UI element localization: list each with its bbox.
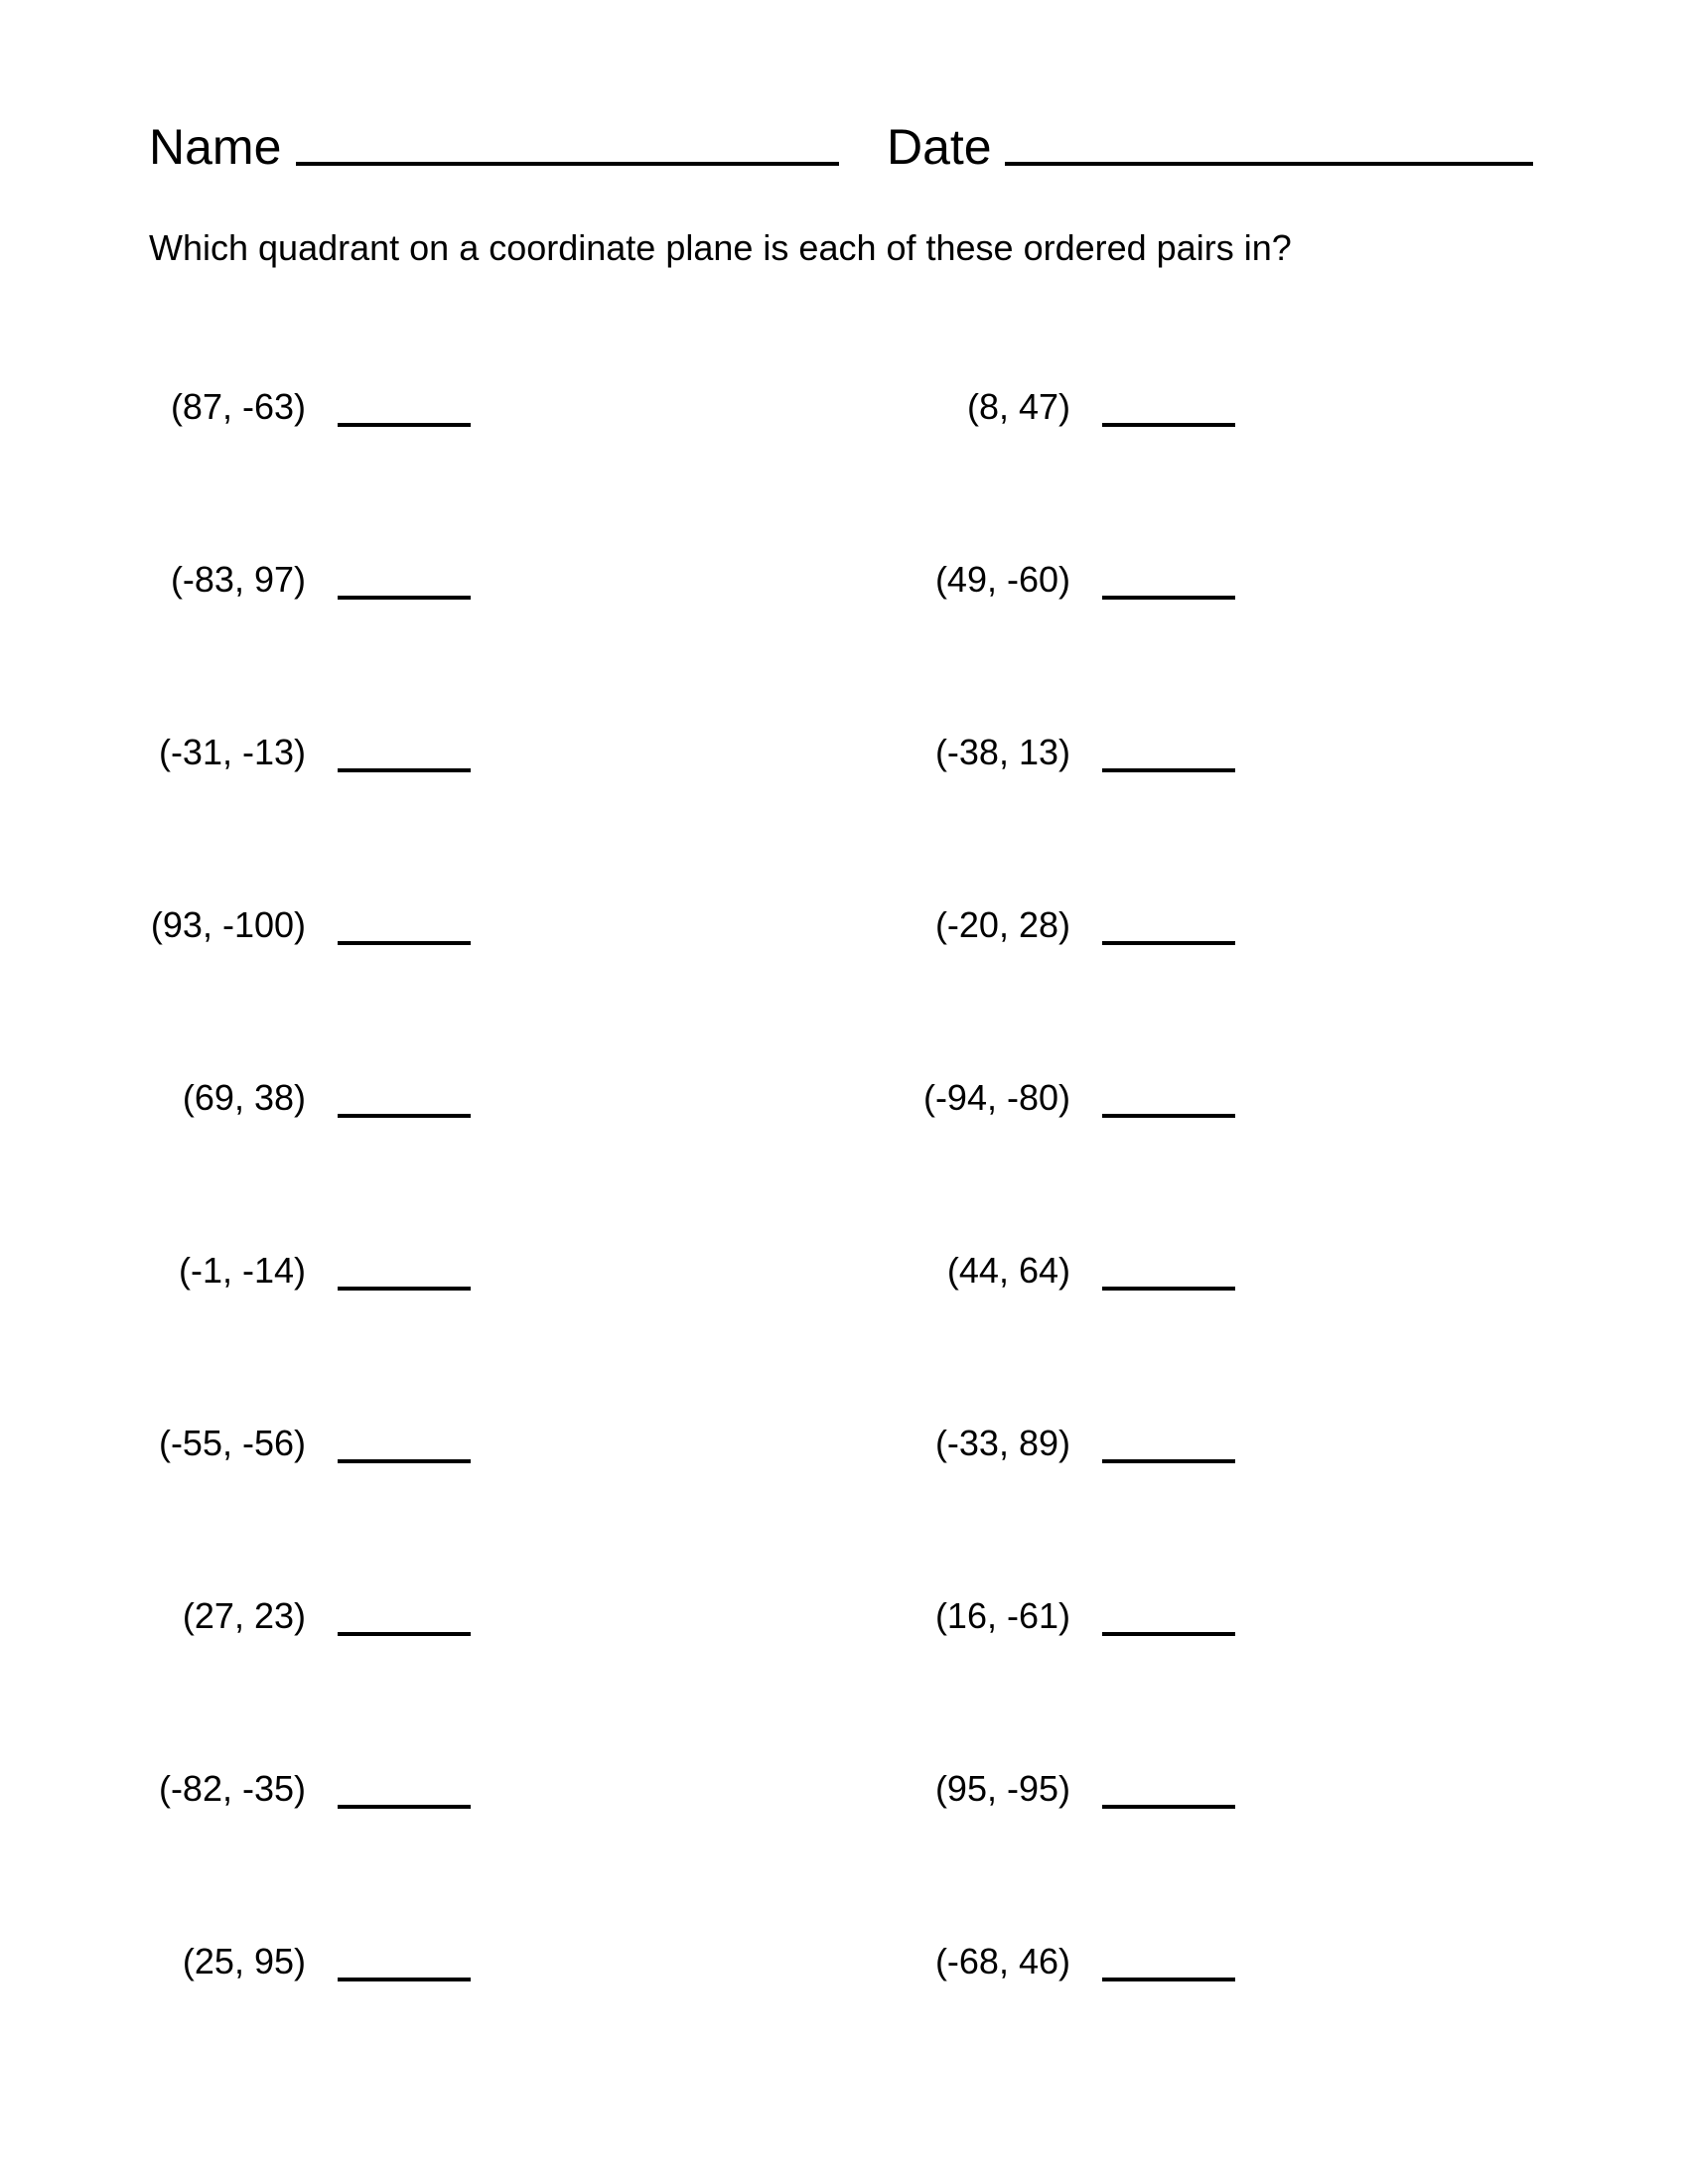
problem-item (0, 1759, 695, 1819)
answer-blank[interactable] (338, 1632, 471, 1636)
answer-blank[interactable] (1102, 768, 1235, 772)
answer-blank[interactable] (1102, 1459, 1235, 1463)
answer-blank[interactable] (338, 596, 471, 600)
answer-blank[interactable] (338, 1287, 471, 1291)
answer-blank[interactable] (338, 1978, 471, 1981)
problem-item (0, 550, 695, 610)
ordered-pair: (-38, 13) (934, 732, 1070, 772)
problem-item (765, 1759, 1460, 1819)
problem-item (765, 1241, 1460, 1300)
ordered-pair: (44, 64) (946, 1250, 1070, 1291)
name-label: Name (149, 119, 282, 175)
answer-blank[interactable] (338, 1459, 471, 1463)
answer-blank[interactable] (1102, 1632, 1235, 1636)
problem-item (765, 550, 1460, 610)
ordered-pair: (49, -60) (934, 559, 1070, 600)
ordered-pair: (87, -63) (170, 386, 306, 427)
ordered-pair: (-55, -56) (158, 1423, 306, 1463)
date-field[interactable] (1005, 162, 1533, 166)
problem-item (765, 895, 1460, 955)
instructions: Which quadrant on a coordinate plane is each of these ordered pairs in? (149, 227, 1292, 268)
ordered-pair: (-31, -13) (158, 732, 306, 772)
answer-blank[interactable] (338, 1114, 471, 1118)
ordered-pair: (-1, -14) (178, 1250, 306, 1291)
problem-item (0, 1586, 695, 1646)
problem-item (765, 1068, 1460, 1128)
answer-blank[interactable] (1102, 1805, 1235, 1809)
date-label: Date (887, 119, 992, 175)
problem-item (0, 723, 695, 782)
answer-blank[interactable] (338, 941, 471, 945)
answer-blank[interactable] (1102, 941, 1235, 945)
answer-blank[interactable] (1102, 423, 1235, 427)
answer-blank[interactable] (338, 768, 471, 772)
ordered-pair: (-33, 89) (934, 1423, 1070, 1463)
problem-item (0, 1241, 695, 1300)
problem-item (0, 1414, 695, 1473)
ordered-pair: (8, 47) (966, 386, 1070, 427)
problem-item (0, 1068, 695, 1128)
name-field[interactable] (296, 162, 839, 166)
problem-item (765, 1932, 1460, 1991)
answer-blank[interactable] (1102, 1114, 1235, 1118)
ordered-pair: (93, -100) (150, 904, 306, 945)
ordered-pair: (-83, 97) (170, 559, 306, 600)
answer-blank[interactable] (1102, 1287, 1235, 1291)
problem-item (0, 895, 695, 955)
answer-blank[interactable] (338, 1805, 471, 1809)
ordered-pair: (-94, -80) (922, 1077, 1070, 1118)
problem-item (765, 377, 1460, 437)
problem-item (765, 1586, 1460, 1646)
answer-blank[interactable] (1102, 596, 1235, 600)
ordered-pair: (27, 23) (182, 1595, 306, 1636)
ordered-pair: (-20, 28) (934, 904, 1070, 945)
ordered-pair: (-68, 46) (934, 1941, 1070, 1981)
ordered-pair: (-82, -35) (158, 1768, 306, 1809)
problem-item (0, 1932, 695, 1991)
ordered-pair: (25, 95) (182, 1941, 306, 1981)
ordered-pair: (16, -61) (934, 1595, 1070, 1636)
problem-item (765, 1414, 1460, 1473)
ordered-pair: (95, -95) (934, 1768, 1070, 1809)
problem-item (765, 723, 1460, 782)
answer-blank[interactable] (338, 423, 471, 427)
ordered-pair: (69, 38) (182, 1077, 306, 1118)
answer-blank[interactable] (1102, 1978, 1235, 1981)
problem-item (0, 377, 695, 437)
